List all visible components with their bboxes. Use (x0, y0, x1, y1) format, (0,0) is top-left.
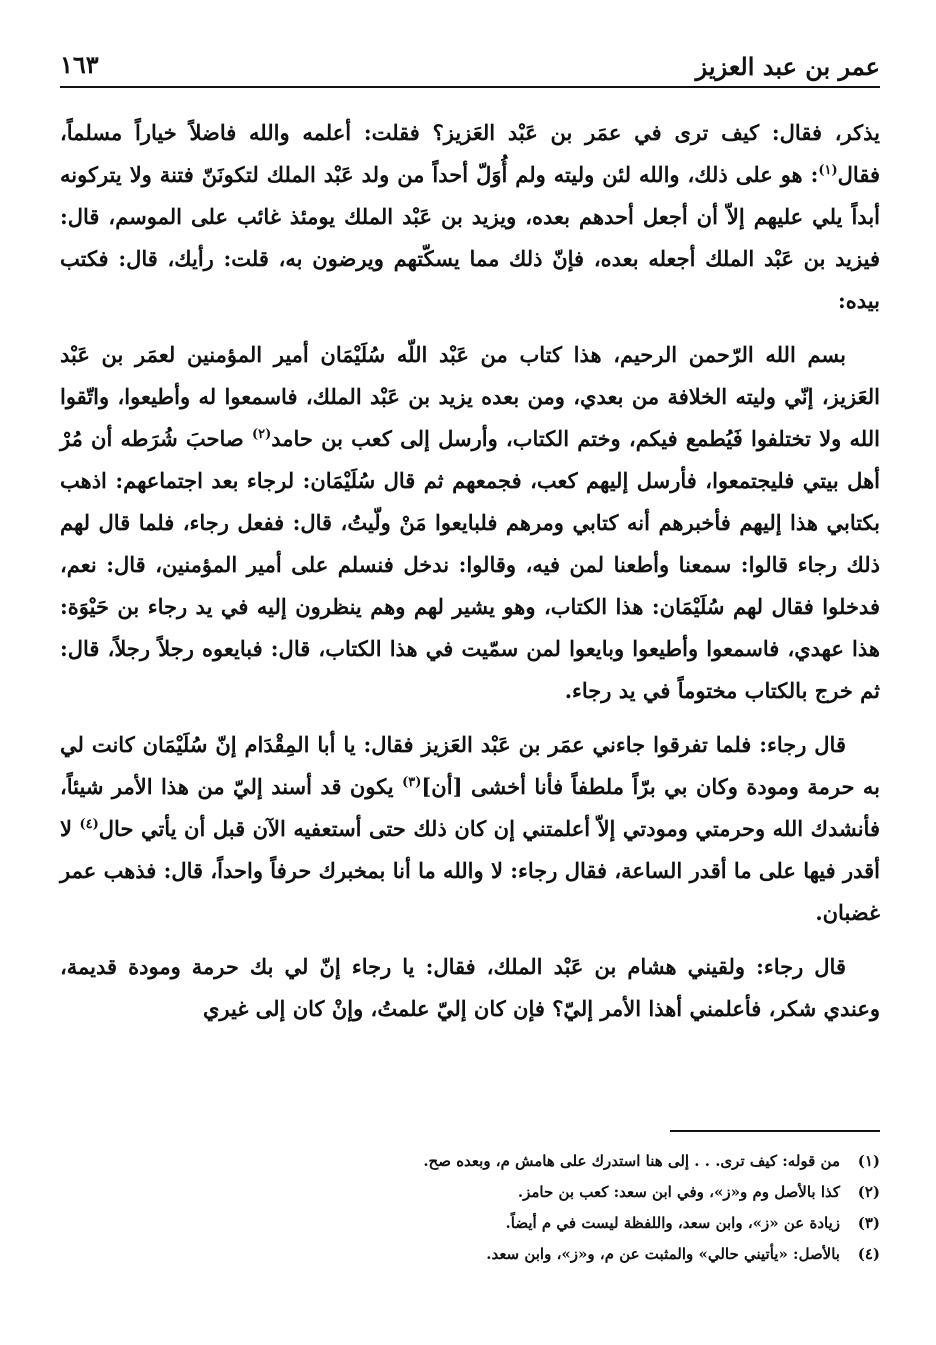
text-segment: قال رجاء: ولقيني هشام بن عَبْد الملك، فقال: يا رجاء إنّ لي بك حرمة ومودة قديمة، وعندي شكر، فأعلمني أهذا الأمر إليّ؟ فإن كان إليّ علمتُ، وإنْ كان إلى غيري (60, 954, 880, 1021)
text-segment: لا أقدر فيها على ما أقدر الساعة، فقال رجاء: لا والله ما أنا بمخبرك حرفاً واحداً، قال: فذهب عمر غضبان. (60, 816, 880, 925)
text-segment: قال رجاء: فلما تفرقوا جاءني عمَر بن عَبْد العَزيز فقال: يا أبا المِقْدَام إنّ سُلَيْمَان كانت لي به حرمة ومودة وكان بي برّاً ملطفاً فأنا أخشى [أن] (60, 732, 880, 799)
footnote-4 (60, 1239, 880, 1270)
paragraph-2 (60, 334, 880, 712)
paragraph-4 (60, 946, 880, 1030)
paragraph-1 (60, 112, 880, 322)
footnote-1 (60, 1146, 880, 1177)
footnote-ref-2: (٢) (251, 427, 272, 442)
footnote-number: (٢) (857, 1183, 880, 1201)
footnote-number: (٤) (857, 1245, 880, 1263)
text-segment: يكون قد أسند إليّ من هذا الأمر شيئاً، فأنشدك الله وحرمتي ومودتي إلاّ أعلمتني إن كان ذلك حتى أستعفيه الآن قبل أن يأتي حال (60, 774, 880, 841)
text-segment: صاحبَ شُرَطه أن مُرْ أهل بيتي فليجتمعوا، فأرسل إليهم كعب، فجمعهم ثم قال سُلَيْمَان: لرجاء بعد اجتماعهم: اذهب بكتابي هذا إليهم فأخبرهم أنه كتابي ومرهم فلبايعوا مَنْ ولّيتُ، قال: ففعل رجاء، فلما قال لهم ذلك رجاء قالوا: سمعنا وأطعنا لمن فيه، وقالوا: ندخل فنسلم على أمير المؤمنين، قال: نعم، فدخلوا فقال لهم سُلَيْمَان: هذا الكتاب، وهو يشير لهم وهم ينظرون إليه في يد رجاء بن حَيْوَة: هذا عهدي، فاسمعوا وأطيعوا وبايعوا لمن سمّيت في هذا الكتاب، قال: فبايعوه رجلاً رجلاً، قال: ثم خرج بالكتاب مختوماً في يد رجاء. (60, 426, 880, 703)
page-header (60, 40, 880, 88)
text-segment: : هو على ذلك، والله لئن وليته ولم أُوَلّ أحداً من ولد عَبْد الملك لتكونَنّ فتنة ولا يتركونه أبداً يلي عليهم إلاّ أن أجعل أحدهم بعده، ويزيد بن عَبْد الملك يومئذ غائب على الموسم، قال: فيزيد بن عَبْد الملك أجعله بعده، فإنّ ذلك مما يسكّتهم ويرضون به، قلت: رأيك، قال: فكتب بيده: (60, 162, 880, 313)
book-page (60, 40, 880, 1310)
running-title: عمر بن عبد العزيز (695, 52, 880, 81)
footnote-number: (١) (857, 1152, 880, 1170)
page-number: ١٦٣ (60, 50, 99, 79)
footnote-2 (60, 1177, 880, 1208)
footnote-3 (60, 1208, 880, 1239)
footnote-number: (٣) (857, 1214, 880, 1232)
paragraph-3 (60, 724, 880, 934)
footnote-ref-3: (٣) (402, 775, 422, 790)
footnote-ref-1: (١) (818, 163, 838, 178)
footnotes (60, 1146, 880, 1270)
footnote-ref-4: (٤) (79, 817, 99, 832)
footnote-text: من قوله: كيف ترى. . . إلى هنا استدرك على هامش م، وبعده صح. (423, 1152, 840, 1170)
main-text (60, 112, 880, 1030)
text-segment: يذكر، فقال: كيف ترى في عمَر بن عَبْد العَزيز؟ فقلت: أعلمه والله فاضلاً خياراً مسلماً، فقال (60, 120, 880, 187)
footnote-divider (670, 1130, 880, 1132)
footnote-text: بالأصل: «يأتيني حالي» والمثبت عن م، و«ز»، وابن سعد. (486, 1245, 840, 1263)
footnote-text: زيادة عن «ز»، وابن سعد، واللفظة ليست في م أيضاً. (505, 1214, 840, 1232)
footnote-text: كذا بالأصل وم و«ز»، وفي ابن سعد: كعب بن حامز. (517, 1183, 840, 1201)
text-segment: بسم الله الرّحمن الرحيم، هذا كتاب من عَبْد اللّه سُلَيْمَان أمير المؤمنين لعمَر بن عَبْد العَزيز، إنّي وليته الخلافة من بعدي، ومن بعده يزيد بن عَبْد الملك، فاسمعوا له وأطيعوا، واتّقوا الله ولا تختلفوا فَيُطمع فيكم، وختم الكتاب، وأرسل إلى كعب بن حامد (60, 342, 880, 451)
